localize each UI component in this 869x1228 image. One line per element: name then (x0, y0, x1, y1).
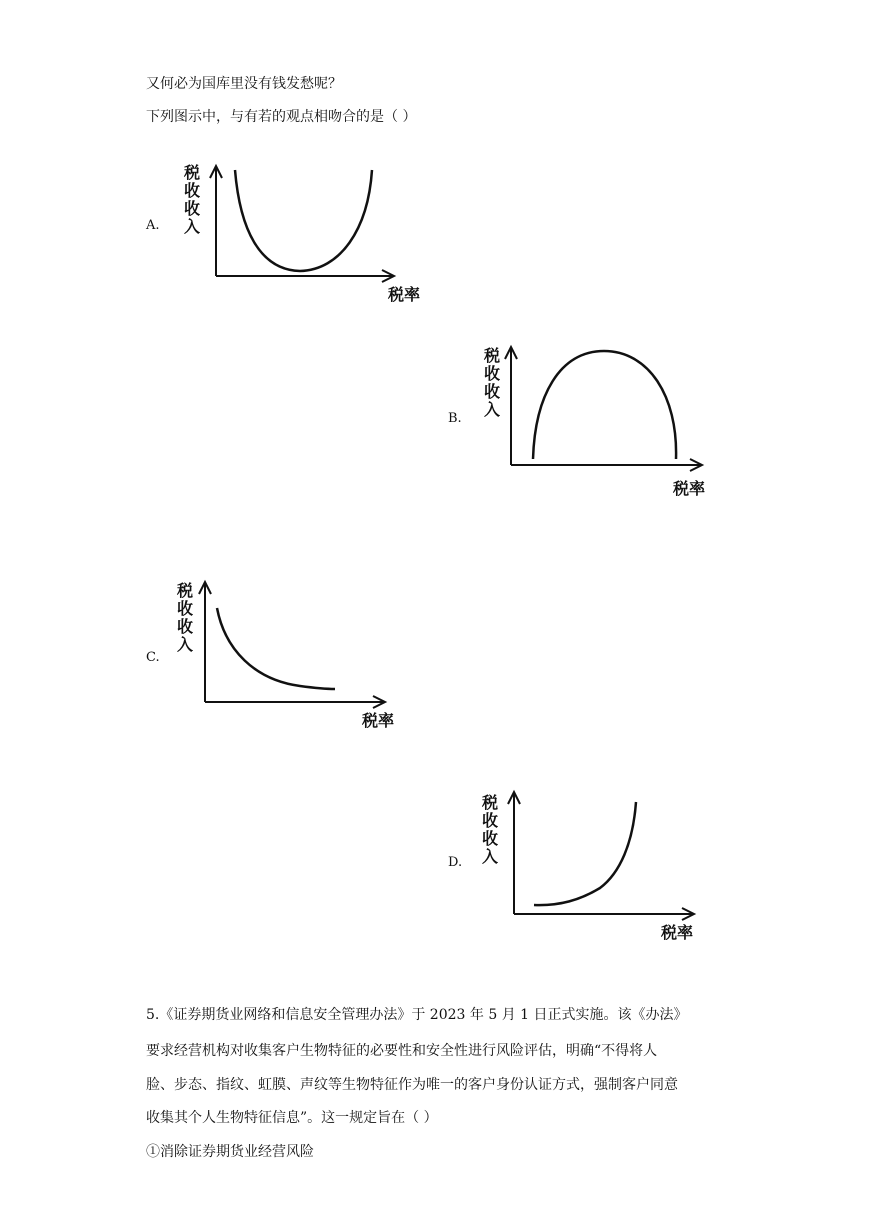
x-label: 税率 (673, 479, 706, 498)
option-b-label: B. (448, 411, 462, 426)
option-d-label: D. (448, 855, 463, 870)
y-label-char: 收 (184, 199, 201, 218)
chart-b (480, 345, 730, 500)
x-label: 税率 (388, 285, 421, 304)
y-label-char: 入 (177, 635, 194, 654)
y-label-char: 入 (482, 847, 499, 866)
q5-line-2: 要求经营机构对收集客户生物特征的必要性和安全性进行风险评估，明确“不得将人 (146, 1043, 658, 1059)
y-label-char: 税 (482, 793, 499, 812)
curve-decreasing (217, 608, 335, 689)
y-label-char: 收 (184, 181, 201, 200)
curve-arch (533, 351, 676, 459)
y-label-char: 收 (177, 617, 194, 636)
question-stem: 下列图示中，与有若的观点相吻合的是（ ） (146, 109, 417, 125)
chart-c (175, 580, 415, 730)
curve-increasing (534, 802, 636, 905)
y-label-char: 收 (484, 364, 501, 383)
intro-line: 又何必为国库里没有钱发愁呢？ (146, 76, 342, 92)
curve-u-shape (235, 170, 372, 271)
option-c-label: C. (146, 650, 160, 665)
option-a-label: A. (146, 218, 160, 233)
q5-line-4: 收集其个人生物特征信息”。这一规定旨在（ ） (146, 1110, 438, 1126)
y-label-char: 税 (484, 346, 501, 365)
q5-line-3: 脸、步态、指纹、虹膜、声纹等生物特征作为唯一的客户身份认证方式，强制客户同意 (146, 1077, 678, 1093)
q5-choice-1: ①消除证券期货业经营风险 (146, 1144, 314, 1160)
q5-line-1: 5.《证券期货业网络和信息安全管理办法》于 2023 年 5 月 1 日正式实施。该《办法》 (146, 1007, 688, 1023)
x-label: 税率 (362, 711, 395, 730)
y-label-char: 收 (482, 829, 499, 848)
y-label-char: 税 (177, 581, 194, 600)
chart-a (180, 160, 430, 305)
y-label-char: 收 (482, 811, 499, 830)
y-label-char: 税 (184, 163, 201, 182)
y-label-char: 收 (177, 599, 194, 618)
x-label: 税率 (661, 923, 694, 942)
chart-d (480, 788, 720, 948)
y-label-char: 收 (484, 382, 501, 401)
y-label-char: 入 (484, 400, 501, 419)
y-label-char: 入 (184, 217, 201, 236)
